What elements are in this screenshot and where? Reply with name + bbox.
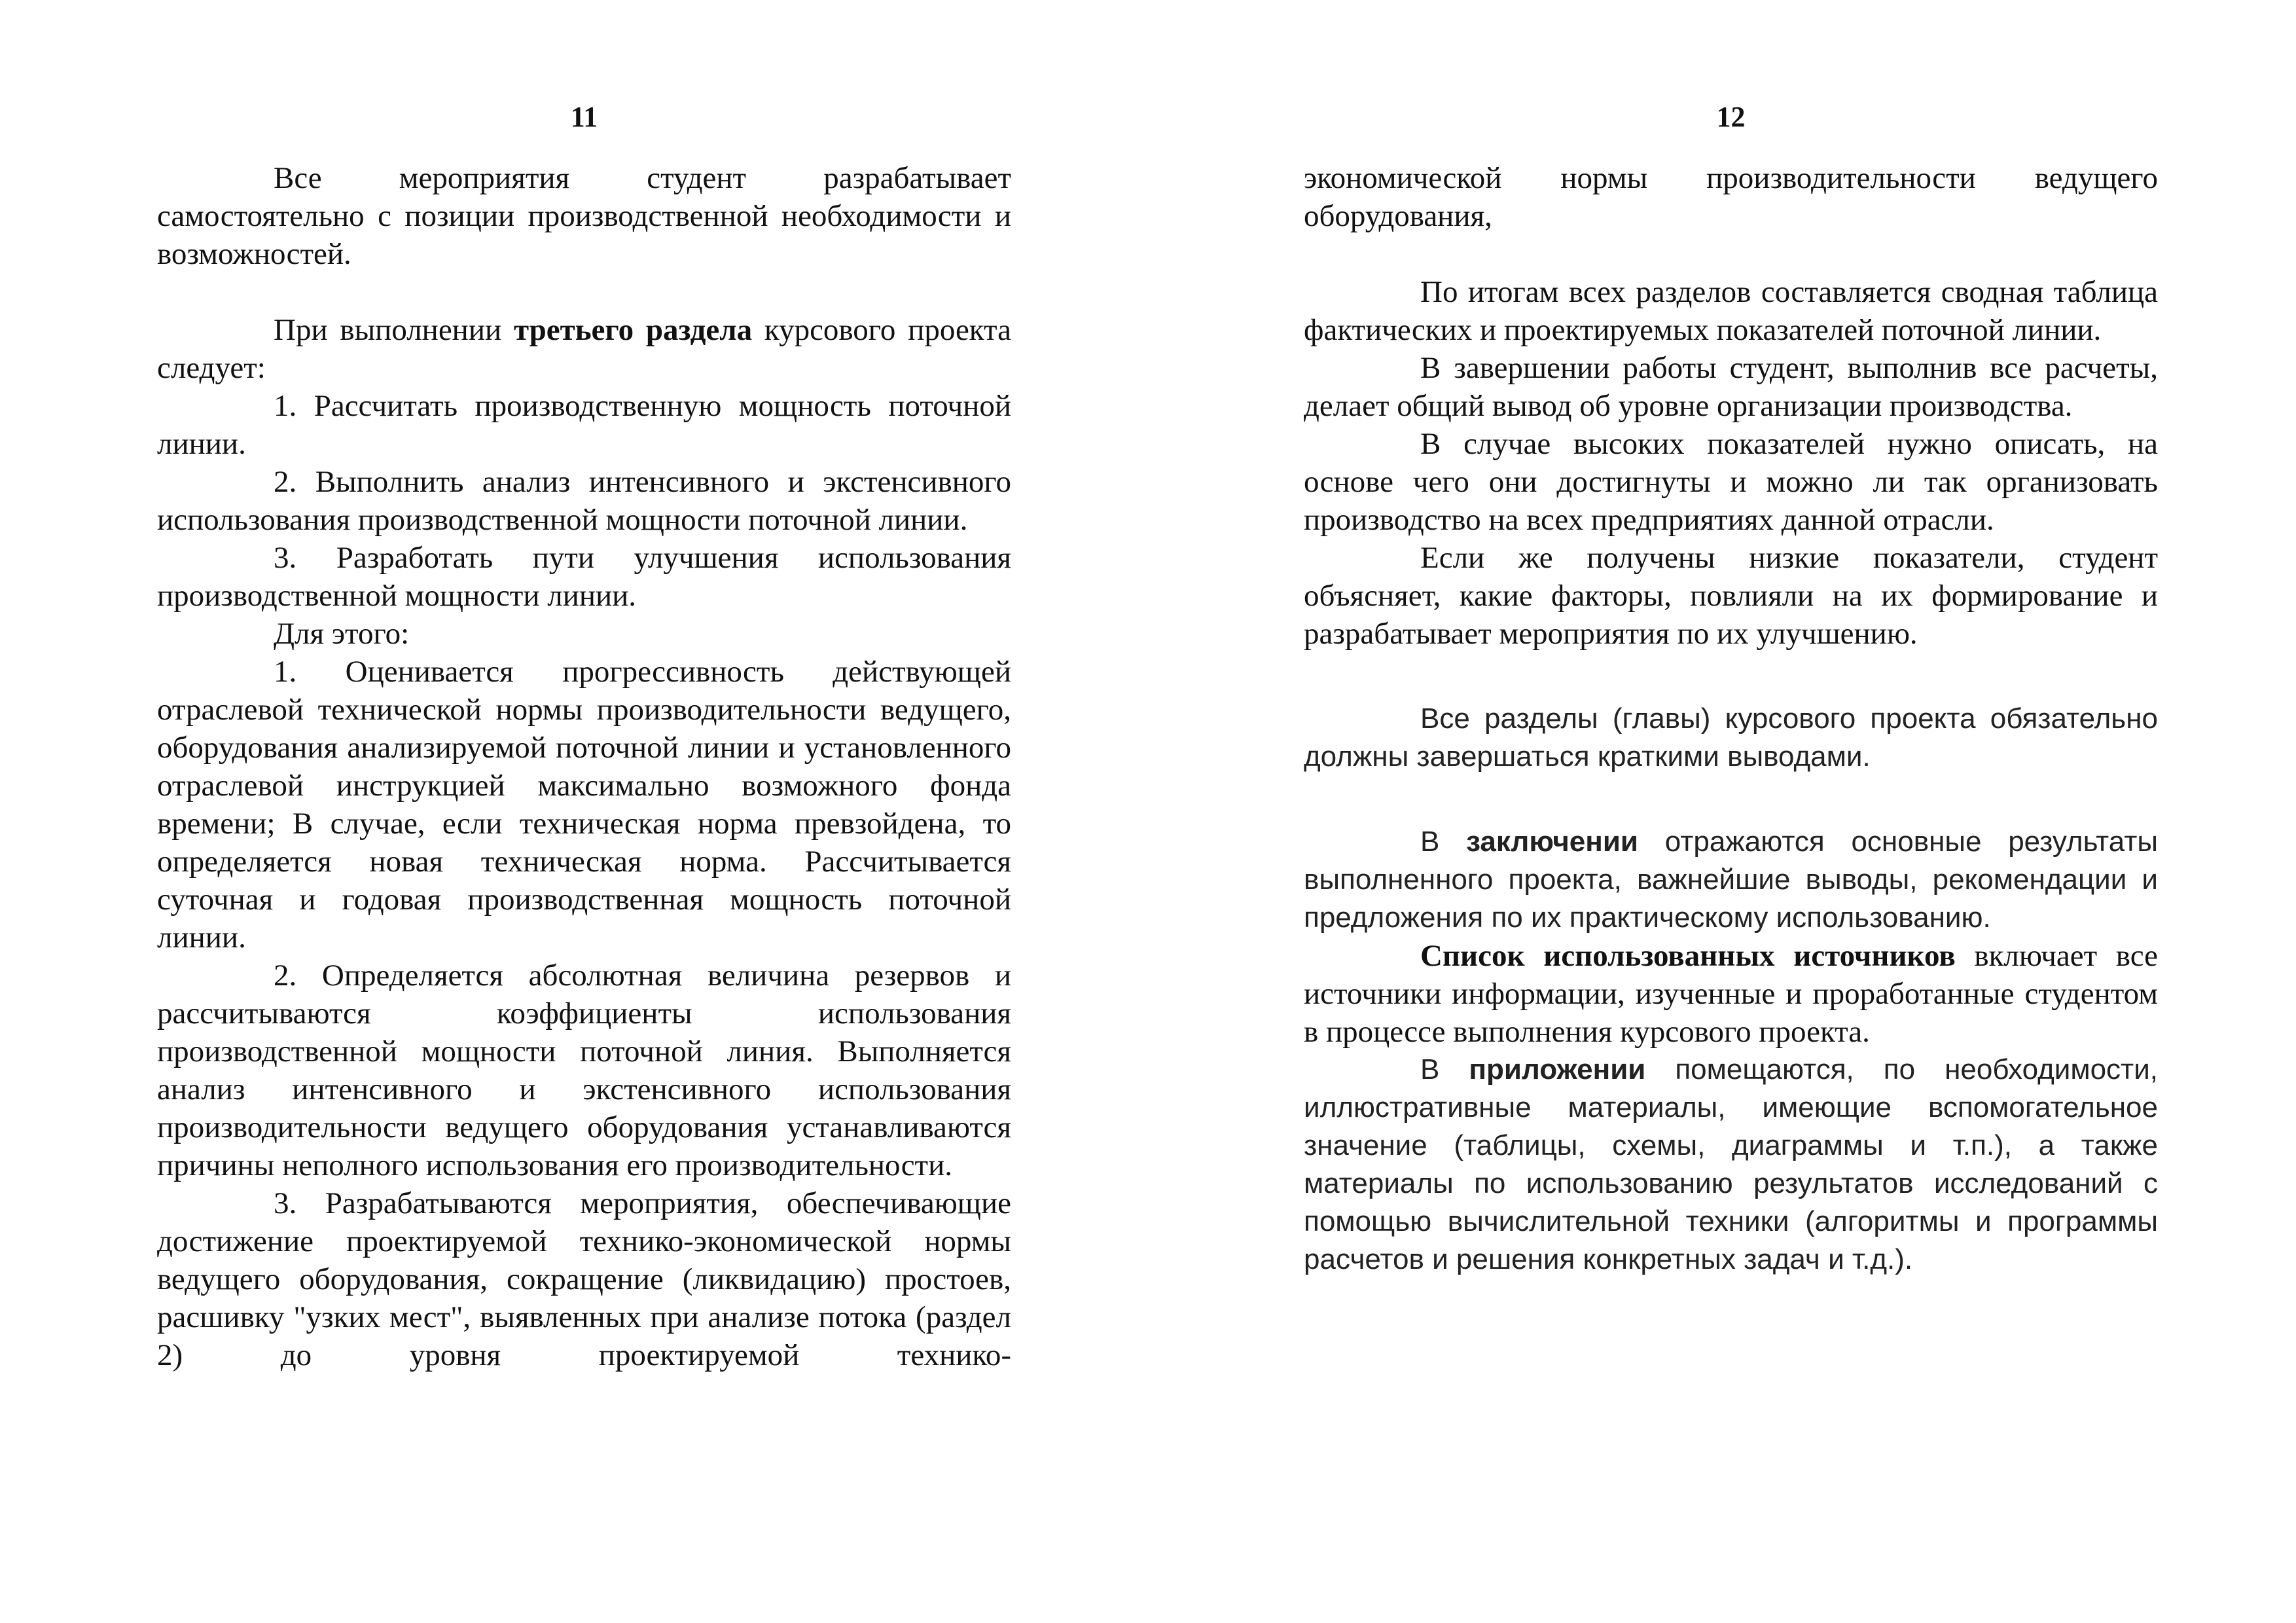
paragraph: Все разделы (главы) курсового проекта обязательно должны завершаться краткими выводами. xyxy=(1304,702,2158,773)
page-content xyxy=(157,159,1011,1374)
text-run: курсового проекта следует: xyxy=(157,313,1011,385)
left-page xyxy=(157,0,1011,1623)
text-run: В xyxy=(1420,826,1467,858)
paragraph: В завершении работы студент, выполнив все расчеты, делает общий вывод об уровне организации производства. xyxy=(1304,351,2158,423)
paragraph-gap xyxy=(1304,653,2158,700)
list-item: 3. Разрабатываются мероприятия, обеспечивающие достижение проектируемой технико-экономической нормы ведущего оборудования, сокращение (ликвидацию) простоев, расшивку "узких мест", выявленных при анализе потока (раздел 2) до уровня проектируемой технико- xyxy=(157,1186,1011,1372)
paragraph: Для этого: xyxy=(274,617,410,651)
page-number: 12 xyxy=(1716,101,1746,133)
paragraph xyxy=(1304,1051,2158,1279)
bold-term: заключении xyxy=(1466,826,1638,858)
text-run: В xyxy=(1420,1053,1469,1085)
right-page xyxy=(1304,0,2158,1623)
list-item: 1. Оценивается прогрессивность действующей отраслевой технической нормы производительности ведущего, оборудования анализируемой поточной линии и установленного отраслевой инструкцией максимально возможного фонда времени; В случае, если техническая норма превзойдена, то определяется новая техническая норма. Рассчитывается суточная и годовая производственная мощность поточной линии. xyxy=(157,655,1011,955)
paragraph-gap xyxy=(1304,776,2158,823)
page-number: 11 xyxy=(570,101,598,133)
bold-term: Список использованных источников xyxy=(1420,939,1956,973)
paragraph-continuation: экономической нормы производительности ведущего оборудования, xyxy=(1304,161,2158,233)
list-item: 2. Определяется абсолютная величина резервов и рассчитываются коэффициенты использования производственной мощности поточной линия. Выполняется анализ интенсивного и экстенсивного использования производительности ведущего оборудования устанавливаются причины неполного использования его производительности. xyxy=(157,958,1011,1182)
paragraph-gap xyxy=(157,273,1011,311)
paragraph xyxy=(157,311,1011,387)
list-item: 3. Разработать пути улучшения использования производственной мощности линии. xyxy=(157,541,1011,613)
paragraph: Все мероприятия студент разрабатывает самостоятельно с позиции производственной необходимости и возможностей. xyxy=(157,161,1011,271)
text-run: отражаются основные результаты выполненного проекта, важнейшие выводы, рекомендации и предложения по их практическому использованию. xyxy=(1304,826,2158,934)
paragraph-gap xyxy=(1304,235,2158,273)
text-run: помещаются, по необходимости, иллюстративные материалы, имеющие вспомогательное значение (таблицы, схемы, диаграммы и т.п.), а также материалы по использованию результатов исследований с помощью вычислительной техники (алгоритмы и программы расчетов и решения конкретных задач и т.д.). xyxy=(1304,1053,2158,1275)
paragraph: По итогам всех разделов составляется сводная таблица фактических и проектируемых показателей поточной линии. xyxy=(1304,275,2158,347)
text-run: При выполнении xyxy=(274,313,514,347)
list-item: 1. Рассчитать производственную мощность поточной линии. xyxy=(157,389,1011,461)
paragraph: Если же получены низкие показатели, студент объясняет, какие факторы, повлияли на их формирование и разрабатывает мероприятия по их улучшению. xyxy=(1304,541,2158,651)
bold-term: приложении xyxy=(1469,1053,1646,1085)
page-content xyxy=(1304,159,2158,1279)
list-item: 2. Выполнить анализ интенсивного и экстенсивного использования производственной мощности поточной линии. xyxy=(157,465,1011,537)
paragraph xyxy=(1304,937,2158,1051)
text-run: включает все источники информации, изученные и проработанные студентом в процессе выполнения курсового проекта. xyxy=(1304,939,2158,1049)
paragraph xyxy=(1304,823,2158,937)
paragraph: В случае высоких показателей нужно описать, на основе чего они достигнуты и можно ли так организовать производство на всех предприятиях данной отрасли. xyxy=(1304,427,2158,537)
bold-term: третьего раздела xyxy=(513,313,753,347)
